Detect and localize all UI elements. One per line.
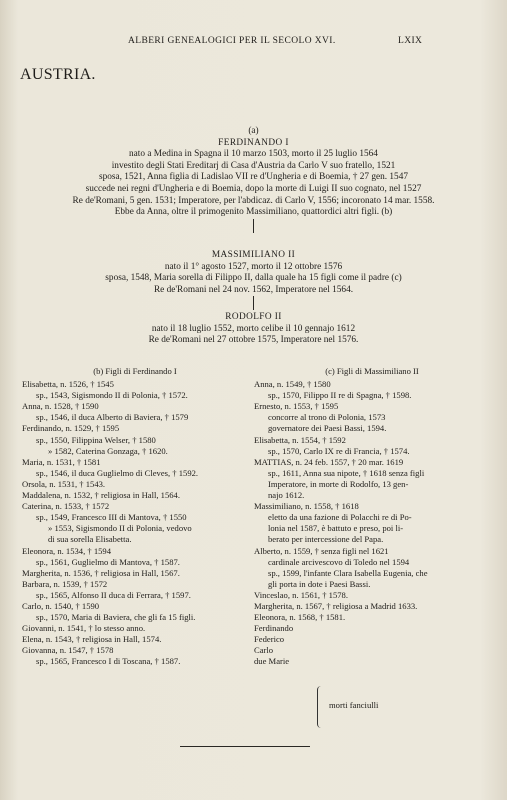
child-entry-line: sp., 1611, Anna sua nipote, † 1618 senza figli [268,467,425,478]
entry-line: Re de'Romani nel 24 nov. 1562, Imperatore nel 1564. [153,284,354,295]
descent-connector [253,219,254,233]
child-entry-line: Imperatore, in morte di Rodolfo, 13 gen- [268,478,409,489]
child-entry-line: sp., 1599, l'infante Clara Isabella Eugenia, che [268,567,428,578]
child-entry-line: najo 1612. [268,490,305,501]
child-entry-line: sp., 1543, Sigismondo II di Polonia, † 1572. [36,390,188,401]
child-entry-line: Carlo, n. 1540, † 1590 [22,600,100,611]
footnote-marker: (a) [248,126,259,136]
person-name: RODOLFO II [225,312,282,322]
entry-line: Re de'Romani nel 27 ottobre 1575, Imperatore nel 1576. [148,335,359,346]
entry-line: nato il 18 luglio 1552, morto celibe il 10 gennajo 1612 [151,323,356,334]
child-entry-line: Vinceslao, n. 1561, † 1578. [254,589,349,600]
page-number: LXIX [398,36,423,46]
child-entry-line: gli porta in dote i Paesi Bassi. [268,578,371,589]
entry-massimiliano-ii [0,250,507,310]
child-entry-line: sp., 1546, il duca Guglielmo di Cleves, † 1592. [36,467,199,478]
child-entry-line: Eleonora, n. 1534, † 1594 [22,545,112,556]
child-entry-line: Anna, n. 1528, † 1590 [22,401,99,412]
child-entry-line: sp., 1565, Alfonso II duca di Ferrara, † 1597. [36,589,191,600]
child-entry-line: Elisabetta, n. 1554, † 1592 [254,434,346,445]
child-entry-line: Barbara, n. 1539, † 1572 [22,578,108,589]
child-entry-line: Ferdinando, n. 1529, † 1595 [22,423,120,434]
children-of-ferdinando-list [22,366,248,668]
child-entry-line: Alberto, n. 1559, † senza figli nel 1621 [254,545,389,556]
child-entry-line: Massimiliano, n. 1558, † 1618 [254,501,359,512]
child-entry-line: lonia nel 1587, è battuto e preso, poi li- [268,523,404,534]
child-entry-line: Margherita, n. 1567, † religiosa a Madrid 1633. [254,600,418,611]
child-entry-line: » 1582, Caterina Gonzaga, † 1620. [48,445,168,456]
child-entry-line: sp., 1570, Carlo IX re di Francia, † 1574. [268,445,410,456]
child-entry-line: Federico [254,634,285,645]
grouping-brace [317,686,324,728]
child-entry-line: Ernesto, n. 1553, † 1595 [254,401,339,412]
child-entry-line: Orsola, n. 1531, † 1543. [22,478,106,489]
column-heading: (b) Figli di Ferdinando I [93,366,177,376]
entry-line: Re de'Romani, 5 gen. 1531; Imperatore, per l'abdicaz. di Carlo V, 1556; incoronato 14 mar. 1558. [72,195,435,206]
country-heading: AUSTRIA. [20,66,96,83]
entry-line: succede nei regni d'Ungheria e di Boemia, dopo la morte di Luigi II suo cognato, nel 1527 [85,183,422,194]
child-entry-line: governatore dei Paesi Bassi, 1594. [268,423,387,434]
child-entry-line: due Marie [254,656,290,667]
header-title: ALBERI GENEALOGICI PER IL SECOLO XVI. [128,36,336,46]
child-entry-line: MATTIAS, n. 24 feb. 1557, † 20 mar. 1619 [254,456,404,467]
brace-label: morti fanciulli [329,700,379,710]
child-entry-line: sp., 1570, Maria di Baviera, che gli fa 15 figli. [36,612,196,623]
child-entry-line: di sua sorella Elisabetta. [48,534,132,545]
child-entry-line: Elena, n. 1543, † religiosa in Hall, 1574. [22,634,162,645]
child-entry-line: Maria, n. 1531, † 1581 [22,456,101,467]
entry-line: Ebbe da Anna, oltre il primogenito Massimiliano, quattordici altri figli. (b) [114,207,393,218]
child-entry-line: eletto da una fazione di Polacchi re di Po- [268,512,412,523]
child-entry-line: sp., 1549, Francesco III di Mantova, † 1550 [36,512,187,523]
entry-line: investito degli Stati Ereditarj di Casa d'Austria da Carlo V suo fratello, 1521 [111,160,396,171]
child-entry-line: Caterina, n. 1533, † 1572 [22,501,110,512]
child-entry-line: Maddalena, n. 1532, † religiosa in Hall, 1564. [22,490,180,501]
child-entry-line: Anna, n. 1549, † 1580 [254,379,331,390]
column-heading: (c) Figli di Massimiliano II [325,366,419,376]
person-name: MASSIMILIANO II [211,250,296,260]
entry-line: nato a Medina in Spagna il 10 marzo 1503, morto il 25 luglio 1564 [129,149,378,160]
child-entry-line: sp., 1570, Filippo II re di Spagna, † 1598. [268,390,412,401]
closing-rule [180,746,310,747]
child-entry-line: cardinale arcivescovo di Toledo nel 1594 [268,556,410,567]
child-entry-line: Giovanni, n. 1541, † lo stesso anno. [22,623,146,634]
child-entry-line: sp., 1561, Guglielmo di Mantova, † 1587. [36,556,180,567]
descent-connector [253,296,254,310]
person-name: FERDINANDO I [218,137,289,148]
child-entry-line: Giovanna, n. 1547, † 1578 [22,645,114,656]
child-entry-line: sp., 1565, Francesco I di Toscana, † 1587. [36,656,181,667]
child-entry-line: Eleonora, n. 1568, † 1581. [254,612,346,623]
child-entry-line: berato per intercessione del Papa. [268,534,384,545]
entry-line: sposa, 1548, Maria sorella di Filippo II, dalla quale ha 15 figli come il padre (c) [105,273,402,284]
child-entry-line: sp., 1550, Filippina Welser, † 1580 [36,434,156,445]
children-of-massimiliano-list [254,366,490,668]
child-entry-line: » 1553, Sigismondo II di Polonia, vedovo [48,523,192,534]
entry-line: sposa, 1521, Anna figlia di Ladislao VII re d'Ungheria e di Boemia, † 27 gen. 1547 [98,172,408,183]
entry-line: nato il 1° agosto 1527, morto il 12 ottobre 1576 [164,261,343,272]
entry-rodolfo-ii [0,312,507,347]
child-entry-line: Carlo [254,645,274,656]
child-entry-line: Ferdinando [254,623,294,634]
child-entry-line: sp., 1546, il duca Alberto di Baviera, † 1579 [36,412,189,423]
child-entry-line: concorre al trono di Polonia, 1573 [268,412,386,423]
child-entry-line: Elisabetta, n. 1526, † 1545 [22,379,114,390]
child-entry-line: Margherita, n. 1536, † religiosa in Hall, 1567. [22,567,180,578]
entry-ferdinando-i [0,126,507,233]
